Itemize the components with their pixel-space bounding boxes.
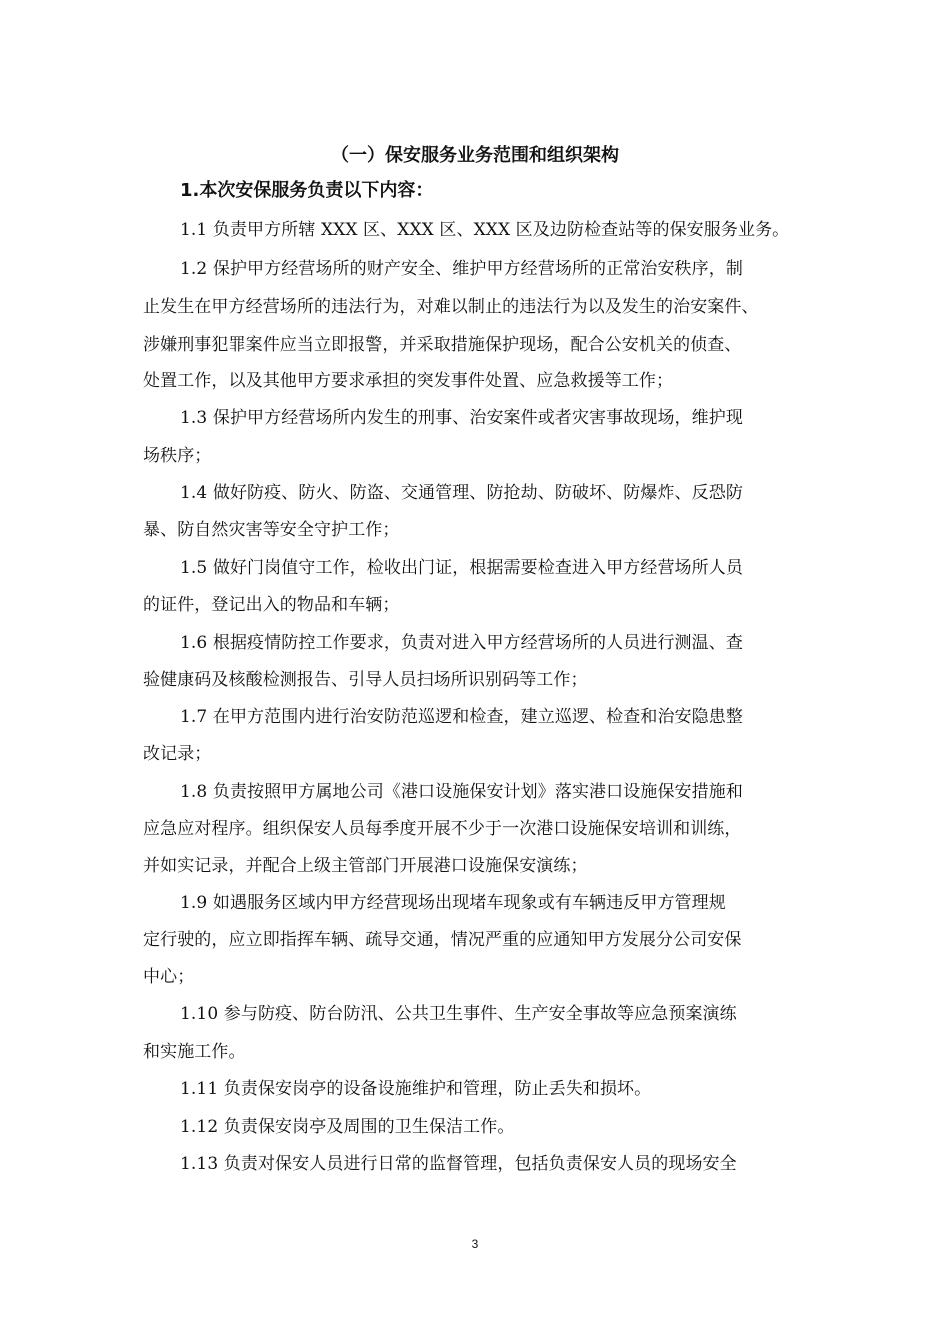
paragraph-line: 定行驶的，应立即指挥车辆、疏导交通，情况严重的应通知甲方发展分公司安保 — [143, 930, 742, 950]
paragraph-line: 止发生在甲方经营场所的违法行为，对难以制止的违法行为以及发生的治安案件、 — [143, 297, 759, 317]
paragraph-line: 1.2 保护甲方经营场所的财产安全、维护甲方经营场所的正常治安秩序，制 — [180, 259, 743, 279]
paragraph-line: 的证件，登记出入的物品和车辆； — [143, 595, 400, 615]
paragraph-line: 1.4 做好防疫、防火、防盗、交通管理、防抢劫、防破坏、防爆炸、反恐防 — [180, 483, 743, 503]
paragraph-line: 涉嫌刑事犯罪案件应当立即报警，并采取措施保护现场，配合公安机关的侦查、 — [143, 335, 742, 355]
paragraph-line: 1.5 做好门岗值守工作，检收出门证，根据需要检查进入甲方经营场所人员 — [180, 558, 743, 578]
paragraph-line: 场秩序； — [143, 446, 212, 466]
paragraph-line: 验健康码及核酸检测报告、引导人员扫场所识别码等工作； — [143, 670, 588, 690]
page-number: 3 — [471, 1237, 479, 1251]
paragraph-line: 改记录； — [143, 744, 212, 764]
paragraph-line: 1.11 负责保安岗亭的设备设施维护和管理，防止丢失和损坏。 — [180, 1079, 652, 1099]
section-title: （一）保安服务业务范围和组织架构 — [331, 145, 619, 166]
paragraph-line: 1.10 参与防疫、防台防汛、公共卫生事件、生产安全事故等应急预案演练 — [180, 1004, 737, 1024]
paragraph-line: 1.8 负责按照甲方属地公司《港口设施保安计划》落实港口设施保安措施和 — [180, 782, 743, 802]
paragraph-line: 1.3 保护甲方经营场所内发生的刑事、治安案件或者灾害事故现场，维护现 — [180, 408, 743, 428]
paragraph-line: 1.9 如遇服务区域内甲方经营现场出现堵车现象或有车辆违反甲方管理规 — [180, 893, 726, 913]
paragraph-line: 应急应对程序。组织保安人员每季度开展不少于一次港口设施保安培训和训练， — [143, 819, 742, 839]
paragraph-line: 和实施工作。 — [143, 1042, 246, 1062]
paragraph-line: 暴、防自然灾害等安全守护工作； — [143, 520, 400, 540]
paragraph-line: 处置工作，以及其他甲方要求承担的突发事件处置、应急救援等工作； — [143, 371, 674, 391]
paragraph-line: 1.13 负责对保安人员进行日常的监督管理，包括负责保安人员的现场安全 — [180, 1154, 737, 1174]
paragraph-line: 1.1 负责甲方所辖 XXX 区、XXX 区、XXX 区及边防检查站等的保安服务业务。 — [180, 220, 790, 240]
section-heading: 1.本次安保服务负责以下内容： — [180, 180, 434, 201]
paragraph-line: 1.7 在甲方范围内进行治安防范巡逻和检查，建立巡逻、检查和治安隐患整 — [180, 707, 743, 727]
paragraph-line: 1.12 负责保安岗亭及周围的卫生保洁工作。 — [180, 1117, 515, 1137]
paragraph-line: 1.6 根据疫情防控工作要求，负责对进入甲方经营场所的人员进行测温、查 — [180, 633, 743, 653]
paragraph-line: 中心； — [143, 967, 195, 987]
paragraph-line: 并如实记录，并配合上级主管部门开展港口设施保安演练； — [143, 856, 588, 876]
